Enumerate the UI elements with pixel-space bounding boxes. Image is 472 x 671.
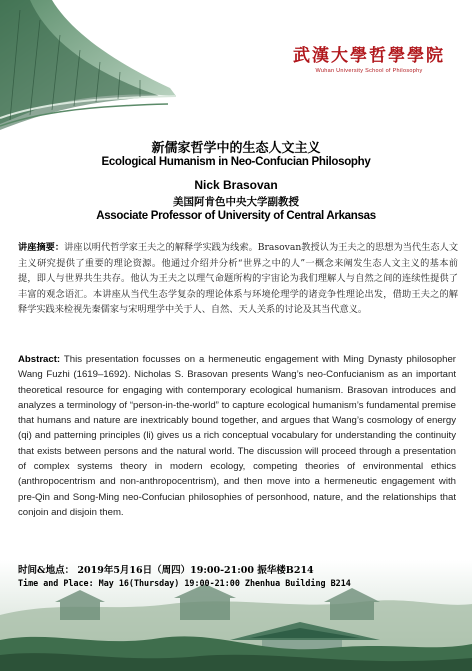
time-place-chinese: 时间&地点： 2019年5月16日（周四）19:00-21:00 振华楼B214 — [18, 565, 314, 576]
time-place-english: Time and Place: May 16(Thursday) 19:00-21:00 Zhenhua Building B214 — [18, 578, 351, 588]
chinese-summary — [18, 240, 458, 318]
english-abstract — [18, 352, 456, 520]
campus-scenery-image — [0, 560, 472, 671]
logo-chinese-name: 武漢大學哲學學院 — [293, 46, 445, 66]
pagoda-roof-image — [0, 0, 180, 140]
speaker-title-english: Associate Professor of University of Central Arkansas — [96, 210, 376, 222]
speaker-name: Nick Brasovan — [194, 178, 278, 192]
chinese-summary-label: 讲座摘要： — [18, 242, 65, 253]
abstract-text: This presentation focusses on a hermeneutic engagement with Ming Dynasty philosopher Wang Fuzhi (1619–1692). Nicholas S. Brasovan presents Wang’s neo-Confucianism as an important theoretical resource for engaging with contemporary ecological humanism. Brasovan introduces and analyzes a terminology of “person-in-the-world” to capture ecological humanism’s fundamental premise that humans and nature are inextricably bound together, and argues that Wang’s cosmology of energy (qi) and patterning principles (li) gives us a rich conceptual vocabulary for understanding the continuity that exists between persons and the natural world. The discussion will proceed through a presentation of complex systems theory in modern ecology, competing theories of environmental ethics (anthropocentrism and non-anthropocentrism), and then move into a hermeneutic engagement with pre-Qin and Song-Ming neo-Confucian philosophies of personhood, nature, and the relationships that conjoin and disjoin them. — [18, 354, 457, 518]
chinese-summary-text: 讲座以明代哲学家王夫之的解释学实践为线索。Brasovan教授认为王夫之的思想为当代生态人文主义研究提供了重要的理论资源。他通过介绍并分析“世界之中的人”一概念来阐发生态人文主义的基本前提，即人与世界共生共存。他认为王夫之以理气命题所构的宇宙论为我们理解人与自然之间的连续性提供了丰富的观念语汇。本讲座从当代生态学复杂的理论体系与环境伦理学的诸竞争性理论出发，借助王夫之的解释学实践来检视先秦儒家与宋明理学中关于人、自然、天人关系的讨论及其当代意义。 — [18, 242, 459, 315]
lecture-title-chinese: 新儒家哲学中的生态人文主义 — [151, 141, 321, 156]
speaker-title-chinese: 美国阿肯色中央大学副教授 — [173, 196, 299, 208]
abstract-label: Abstract: — [18, 354, 61, 365]
lecture-title-english: Ecological Humanism in Neo-Confucian Philosophy — [101, 156, 371, 168]
logo-english-name: Wuhan University School of Philosophy — [315, 68, 423, 74]
university-logo — [276, 46, 462, 74]
